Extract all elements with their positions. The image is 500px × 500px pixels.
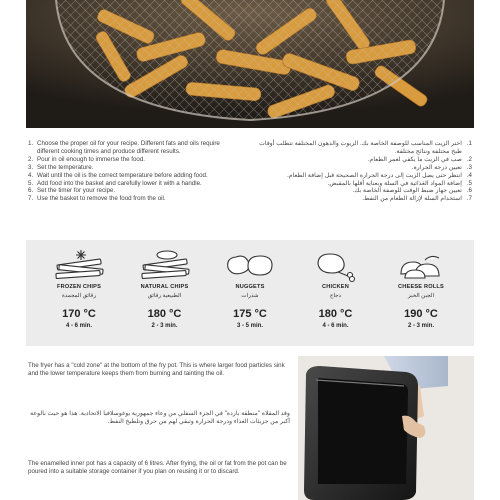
food-temperature: 170 °C [62, 308, 96, 320]
food-name: CHEESE ROLLS [398, 284, 444, 290]
instruction-step: 6. Set the timer for your recipe. [28, 187, 116, 195]
instruction-step: 2. Pour in oil enough to immerse the food. [28, 155, 146, 163]
food-name: FROZEN CHIPS [56, 284, 102, 290]
instruction-step: 1. Choose the proper oil for your recipe. Different fats and oils require different cooking times and produce different results. [28, 140, 220, 155]
instruction-step: 5. Add food into the basket and carefully lower it with a handle. [28, 179, 202, 187]
natural-chips-icon [132, 248, 198, 282]
food-name: NUGGETS [235, 284, 265, 290]
frozen-chips-icon [46, 248, 112, 282]
food-name: CHICKEN [322, 284, 349, 290]
chart-column-cheese-rolls [388, 248, 454, 329]
instruction-step: 4. انتظر حتى يصل الزيت إلى درجة الحرارة الصحيحة قبل إضافة الطعام. [287, 171, 472, 179]
food-cooking-time: 4 - 6 min. [65, 323, 92, 329]
chicken-icon [303, 248, 369, 282]
chart-column-natural-chips [132, 248, 198, 329]
hero-image-fries-in-basket [26, 0, 474, 128]
instruction-step: 7. Use the basket to remove the food from the oil. [28, 195, 166, 203]
food-temperature: 190 °C [404, 308, 438, 320]
food-name-arabic: رقائق المجمدة [61, 293, 97, 299]
instruction-step: 5. إضافة المواد الغذائية في السلة وبعناية أقلها بالمقبض. [327, 179, 472, 187]
chart-column-nuggets [217, 248, 283, 329]
food-name-arabic: شذرات [241, 293, 259, 299]
food-name-arabic: الجبن الخبز [407, 293, 434, 299]
instruction-step: 7. استخدام السلة لإزالة الطعام من النفط. [362, 195, 472, 203]
chart-column-chicken [303, 248, 369, 329]
fryer-photo [298, 356, 474, 500]
chart-column-frozen-chips [46, 248, 112, 329]
instructions-english [28, 140, 228, 203]
inner-pot-text-english: The enamelled inner pot has a capacity of 6 litres. After frying, the oil or fat from the pot can be poured into a suitable storage container if you plan on reusing it or to discard. [28, 460, 287, 475]
instructions-arabic [257, 140, 472, 203]
nuggets-icon [217, 248, 283, 282]
food-cooking-time: 2 - 3 min. [407, 323, 434, 329]
instruction-step: 1. اختر الزيت المناسب للوصفة الخاصة بك. الزيوت والدهون المختلفة تتطلب أوقات طبخ مختلفة ونتائج مختلفة. [259, 140, 472, 155]
food-name-arabic: الطبيعية رقائق [147, 293, 182, 299]
food-temperature: 175 °C [233, 308, 267, 320]
food-cooking-time: 3 - 5 min. [236, 323, 263, 329]
instruction-step: 3. Set the temperature. [28, 163, 94, 171]
food-cooking-time: 4 - 6 min. [322, 323, 349, 329]
cold-zone-text-english: The fryer has a "cold zone" at the bottom of the fry pot. This is where larger food particles sink and the lower temperature keeps them from burning and tainting the oil. [28, 362, 285, 377]
cold-zone-text-arabic: وقد المقلاة "منطقة باردة" في الجزء السفلي من وعاء جمهورية يوغوسلافيا الاتحادية. هذا هو حيث بالوعة أكبر من جزيئات الغذاء ودرجة الحرارة وتبقي لهم من حرق وتلطيخ النفط. [30, 410, 290, 425]
instruction-step: 6. تعيين جهاز ضبط الوقت للوصفة الخاصة بك. [352, 187, 472, 195]
instruction-step: 2. صب في الزيت ما يكفي لغمر الطعام. [367, 155, 472, 163]
food-name: NATURAL CHIPS [140, 284, 189, 290]
instruction-step: 4. Wait until the oil is the correct temperature before adding food. [28, 171, 208, 179]
food-temperature: 180 °C [318, 308, 353, 320]
cheese-rolls-icon [388, 248, 454, 282]
food-name-arabic: دجاج [329, 293, 342, 299]
food-cooking-time: 2 - 3 min. [151, 323, 178, 329]
cooking-chart [26, 240, 474, 346]
food-temperature: 180 °C [147, 308, 182, 320]
instruction-step: 3. تعيين درجة الحرارة. [411, 163, 472, 171]
